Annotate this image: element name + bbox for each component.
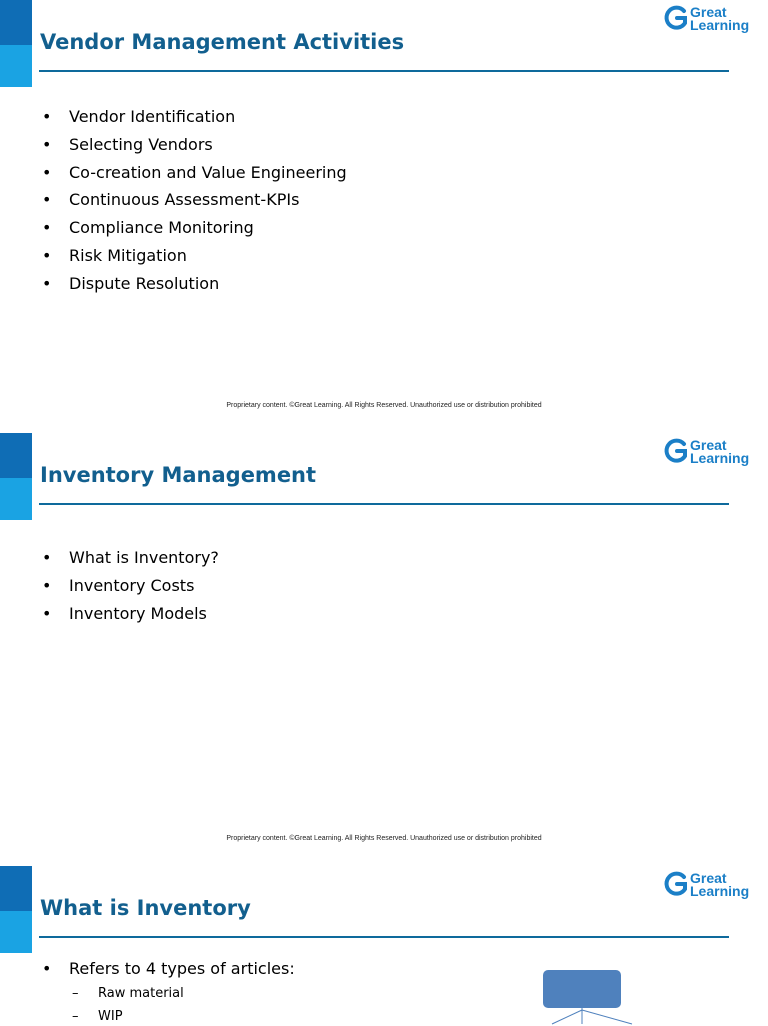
- bullet-text: Vendor Identification: [69, 107, 236, 126]
- list-item: • Selecting Vendors: [42, 134, 213, 154]
- sub-bullet-text: WIP: [98, 1009, 123, 1024]
- accent-bar-dark: [0, 866, 32, 911]
- list-item: • Refers to 4 types of articles:: [42, 959, 295, 978]
- accent-bar-dark: [0, 0, 32, 45]
- diagram-connector: [582, 1010, 632, 1024]
- logo-word-great: Great: [690, 437, 727, 453]
- sub-list-item: [72, 1009, 123, 1024]
- slide-title: Vendor Management Activities: [40, 30, 405, 54]
- bullet-text: Inventory Models: [69, 603, 207, 623]
- slide-title: What is Inventory: [40, 896, 251, 920]
- bullet-text: Compliance Monitoring: [69, 218, 254, 238]
- great-learning-logo: [664, 871, 760, 903]
- bullet-list: [40, 547, 219, 630]
- list-item: • Inventory Costs: [42, 575, 195, 595]
- dash-marker: –: [72, 1009, 79, 1024]
- accent-bar-light: [0, 478, 32, 520]
- bullet-text: Risk Mitigation: [69, 245, 187, 265]
- sub-list-item: [72, 986, 184, 1001]
- accent-bar-light: [0, 45, 32, 87]
- bullet-text: Selecting Vendors: [69, 134, 213, 154]
- logo-g-icon: [664, 871, 690, 899]
- great-learning-logo: [664, 438, 760, 470]
- logo-word-learning: Learning: [690, 883, 750, 899]
- dash-marker: –: [72, 986, 79, 1001]
- list-item: • Compliance Monitoring: [42, 218, 254, 238]
- bullet-text: Dispute Resolution: [69, 273, 220, 293]
- logo-g-icon: [664, 438, 690, 466]
- bullet-list: [40, 958, 295, 986]
- logo-g-icon: [664, 5, 690, 33]
- slide-vendor-management: [0, 0, 768, 432]
- title-divider: [39, 936, 729, 938]
- slide-inventory-management: [0, 433, 768, 865]
- title-divider: [39, 70, 729, 72]
- bullet-list: [40, 106, 347, 301]
- list-item: • Risk Mitigation: [42, 245, 187, 265]
- list-item: • What is Inventory?: [42, 548, 219, 567]
- list-item: • Vendor Identification: [42, 107, 236, 126]
- bullet-text: Continuous Assessment-KPIs: [69, 190, 300, 210]
- bullet-text: Refers to 4 types of articles:: [69, 959, 295, 978]
- inventory-diagram: [540, 966, 640, 1026]
- diagram-root-box: [543, 970, 621, 1008]
- logo-word-learning: Learning: [690, 450, 750, 466]
- list-item: • Dispute Resolution: [42, 273, 220, 293]
- logo-word-learning: Learning: [690, 17, 750, 33]
- diagram-connector: [552, 1010, 582, 1024]
- copyright-footer: Proprietary content. ©Great Learning. All Rights Reserved. Unauthorized use or distribution prohibited: [226, 835, 542, 842]
- great-learning-logo: [664, 5, 760, 37]
- logo-word-great: Great: [690, 870, 727, 886]
- bullet-text: What is Inventory?: [69, 548, 219, 567]
- bullet-text: Inventory Costs: [69, 575, 195, 595]
- accent-bar-dark: [0, 433, 32, 478]
- slide-what-is-inventory: [0, 866, 768, 1024]
- list-item: • Co-creation and Value Engineering: [42, 162, 347, 182]
- logo-word-great: Great: [690, 4, 727, 20]
- slide-title: Inventory Management: [40, 463, 317, 487]
- list-item: • Continuous Assessment-KPIs: [42, 190, 300, 210]
- title-divider: [39, 503, 729, 505]
- list-item: • Inventory Models: [42, 603, 207, 623]
- bullet-text: Co-creation and Value Engineering: [69, 162, 347, 182]
- copyright-footer: Proprietary content. ©Great Learning. All Rights Reserved. Unauthorized use or distribution prohibited: [226, 402, 542, 409]
- sub-bullet-text: Raw material: [98, 986, 184, 1001]
- accent-bar-light: [0, 911, 32, 953]
